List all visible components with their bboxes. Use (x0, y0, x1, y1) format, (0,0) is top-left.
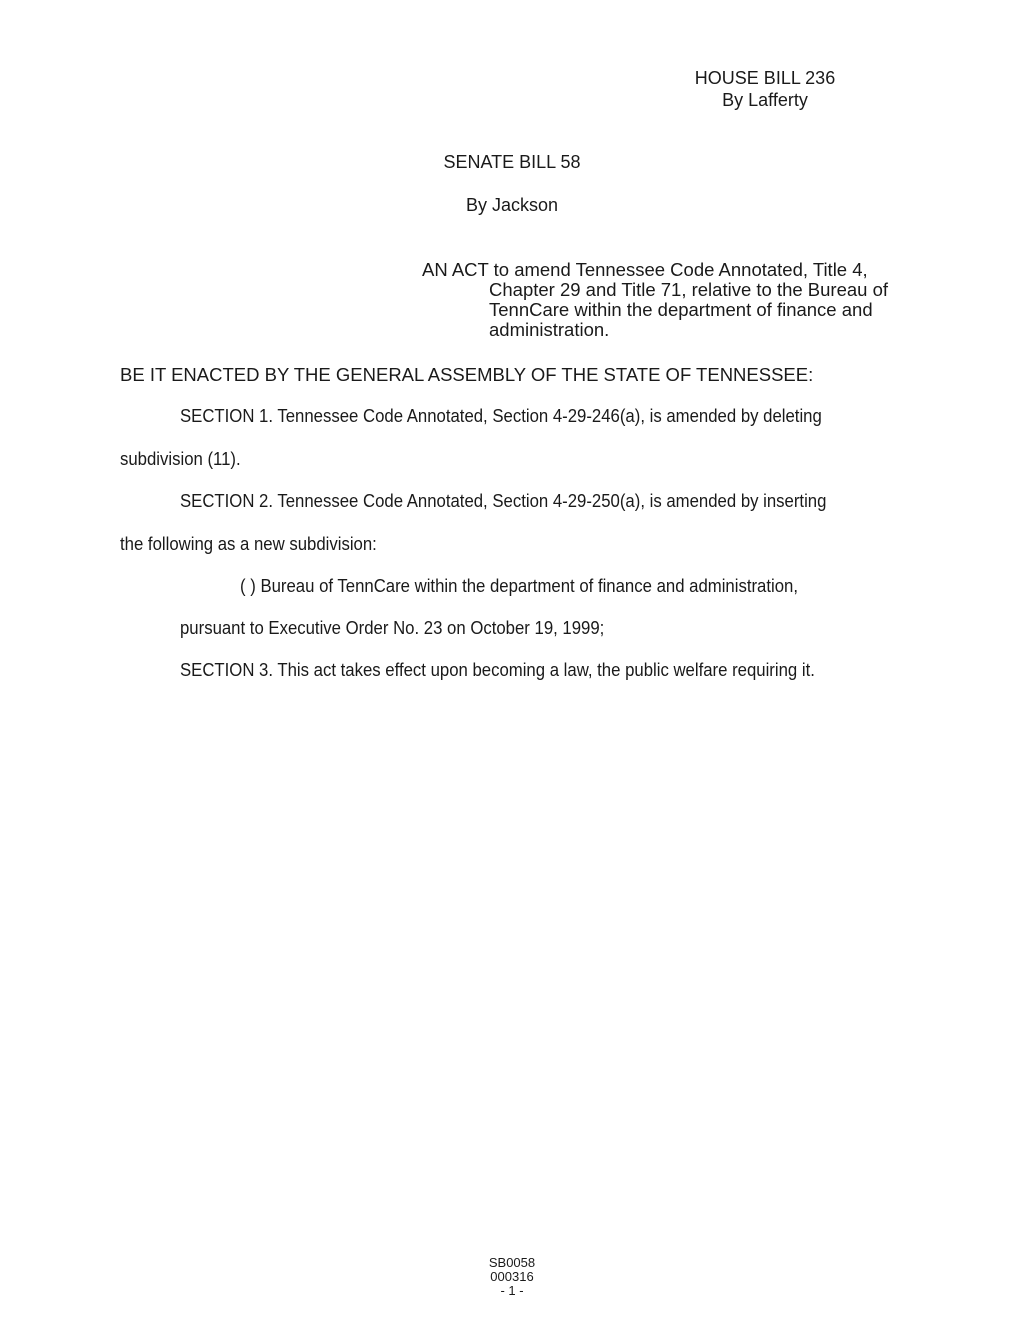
senate-bill-number: SENATE BILL 58 (443, 152, 581, 172)
section-2-line-2: the following as a new subdivision: (120, 534, 377, 554)
footer-bill-code: SB0058 (488, 1255, 536, 1270)
section-1-line-2: subdivision (11). (120, 449, 241, 469)
caption-line-1: AN ACT to amend Tennessee Code Annotated, Title 4, (422, 259, 868, 280)
section-1-line-1: SECTION 1. Tennessee Code Annotated, Section 4-29-246(a), is amended by deleting (180, 406, 822, 426)
caption-line-2: Chapter 29 and Title 71, relative to the Bureau of (489, 279, 889, 300)
section-3-line-1: SECTION 3. This act takes effect upon becoming a law, the public welfare requiring it. (180, 660, 815, 680)
house-bill-number: HOUSE BILL 236 (694, 68, 836, 88)
enacting-clause: BE IT ENACTED BY THE GENERAL ASSEMBLY OF THE STATE OF TENNESSEE: (120, 364, 814, 385)
footer-page-number: - 1 - (500, 1283, 524, 1298)
house-bill-sponsor: By Lafferty (722, 90, 808, 110)
inserted-subdivision-line-1: ( ) Bureau of TennCare within the department of finance and administration, (240, 576, 799, 596)
caption-line-4: administration. (489, 319, 610, 340)
page-footer (472, 1256, 552, 1298)
section-2-line-1: SECTION 2. Tennessee Code Annotated, Section 4-29-250(a), is amended by inserting (180, 491, 827, 511)
caption-line-3: TennCare within the department of finance and (489, 299, 873, 320)
inserted-subdivision-line-2: pursuant to Executive Order No. 23 on October 19, 1999; (180, 618, 605, 638)
senate-bill-sponsor: By Jackson (465, 195, 559, 215)
house-bill-header (680, 67, 850, 111)
footer-doc-number: 000316 (490, 1269, 534, 1284)
